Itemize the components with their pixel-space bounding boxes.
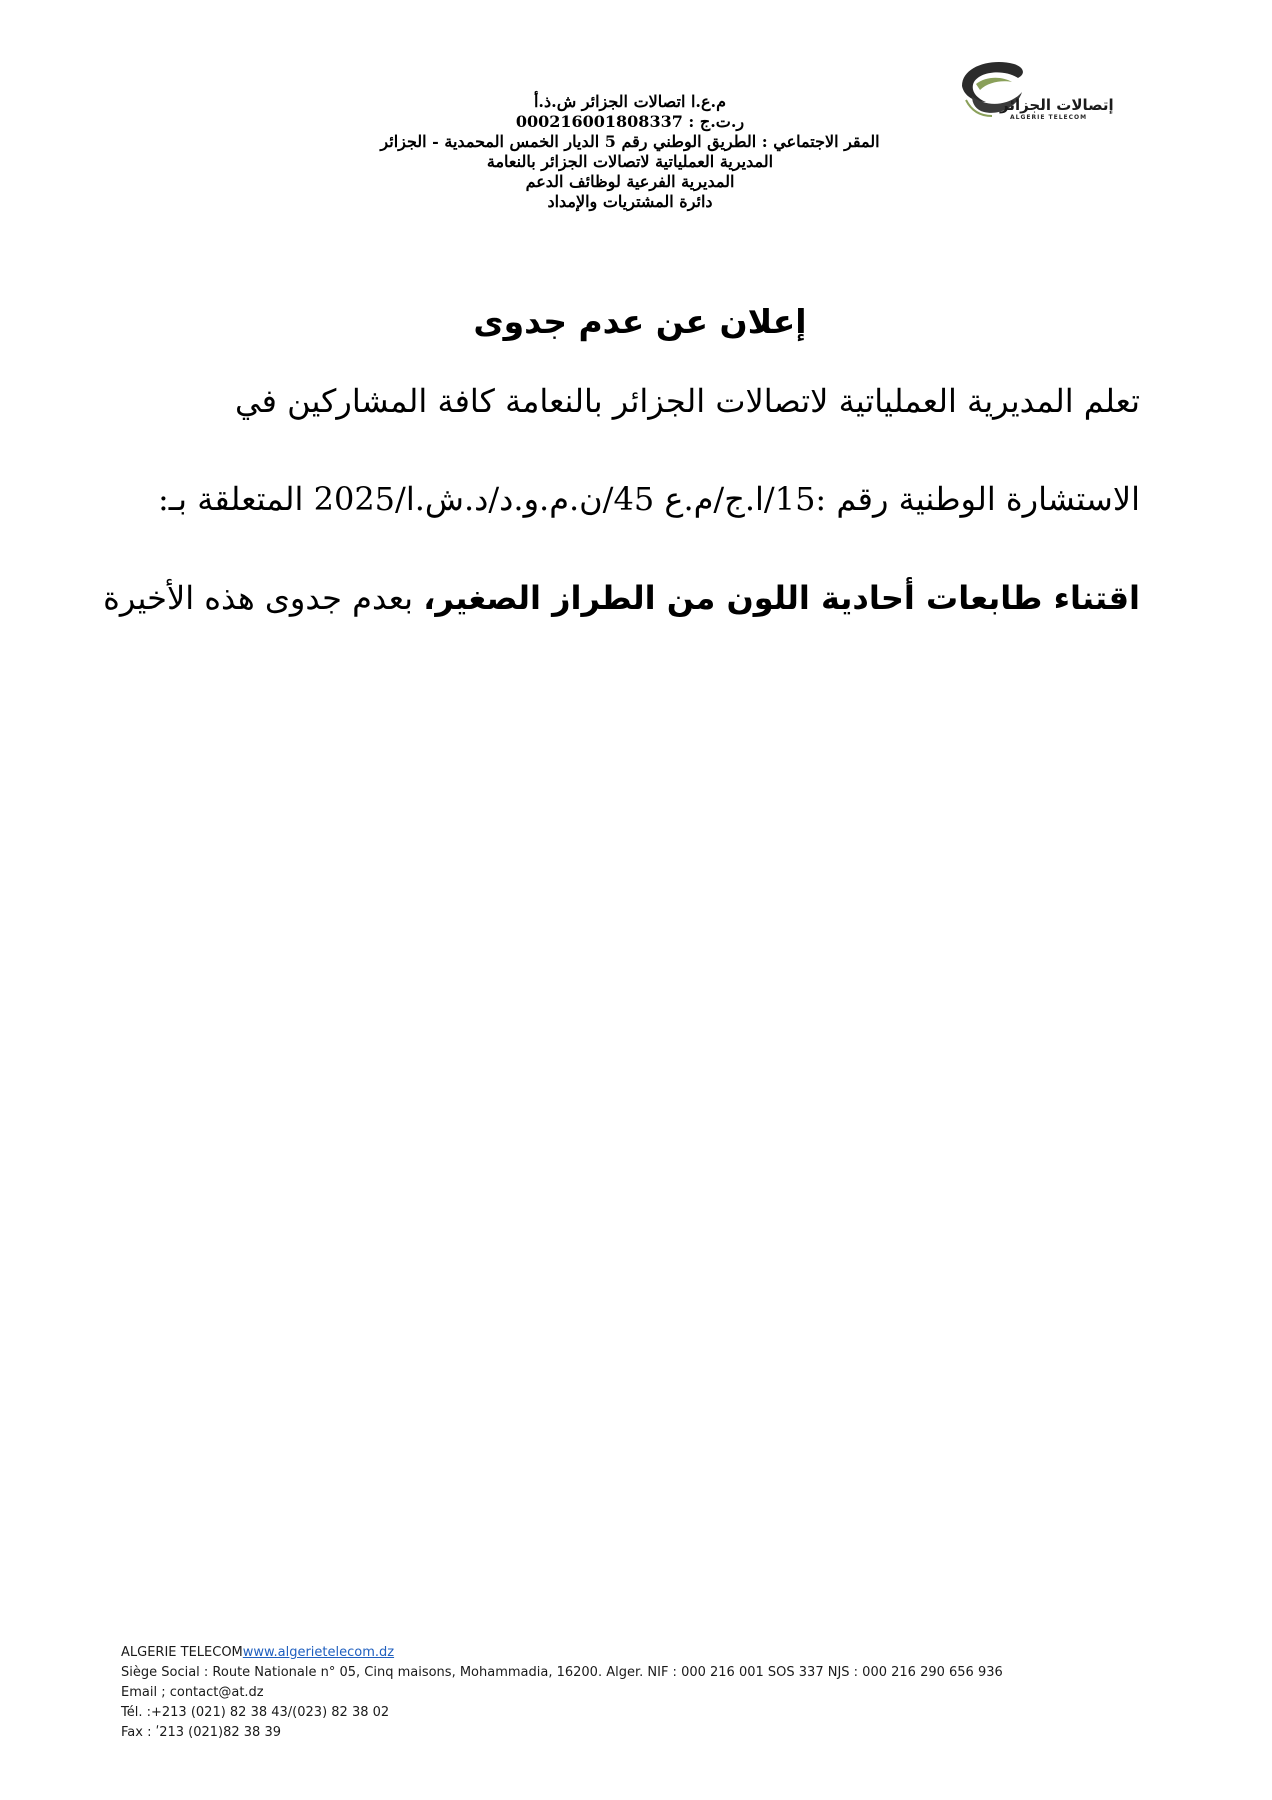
- footer-fax: Fax : ʹ213 (021)82 38 39: [121, 1725, 281, 1740]
- head-office-address: المقر الاجتماعي : الطريق الوطني رقم 5 الديار الخمس المحمدية - الجزائر: [380, 132, 880, 151]
- footer-company-line: [121, 1643, 1003, 1663]
- footer-email: Email ; contact@at.dz: [121, 1685, 264, 1700]
- page-footer: [121, 1643, 1003, 1743]
- footer-phone: Tél. :+213 (021) 82 38 43/(023) 82 38 02: [121, 1705, 390, 1720]
- algerie-telecom-logo: [952, 56, 1122, 130]
- company-name: م.ع.ا اتصالات الجزائر ش.ذ.أ: [533, 92, 727, 111]
- procurement-department: دائرة المشتريات والإمداد: [547, 192, 713, 211]
- announcement-line-1: تعلم المديرية العملياتية لاتصالات الجزائر بالنعامة كافة المشاركين في: [235, 382, 1140, 420]
- announcement-title: إعلان عن عدم جدوى: [473, 302, 807, 341]
- consultation-subject: اقتناء طابعات أحادية اللون من الطراز الصغير،: [423, 579, 1140, 617]
- registration-number: ر.ت.ج : 000216001808337: [515, 112, 745, 131]
- logo-arabic-name: إتصالات الجزائر: [1000, 96, 1114, 114]
- website-link[interactable]: www.algerietelecom.dz: [242, 1645, 395, 1660]
- unsuccessful-statement: بعدم جدوى هذه الأخيرة: [103, 579, 424, 617]
- footer-head-office: Siège Social : Route Nationale n° 05, Cinq maisons, Mohammadia, 16200. Alger. NIF : 000 216 001 SOS 337 NJS : 000 216 290 656 936: [121, 1665, 1003, 1680]
- announcement-line-2: الاستشارة الوطنية رقم :15/ا.ج/م.ع 45/ن.م.و.د/د.ش.ا/2025 المتعلقة بـ:: [158, 480, 1140, 518]
- operational-directorate: المديرية العملياتية لاتصالات الجزائر بالنعامة: [486, 152, 774, 171]
- logo-latin-name: ALGERIE TELECOM: [1010, 114, 1088, 121]
- announcement-line-3: [103, 575, 1140, 621]
- footer-company: ALGERIE TELECOM: [121, 1645, 243, 1660]
- sub-directorate: المديرية الفرعية لوظائف الدعم: [525, 172, 735, 191]
- letterhead: [300, 92, 960, 212]
